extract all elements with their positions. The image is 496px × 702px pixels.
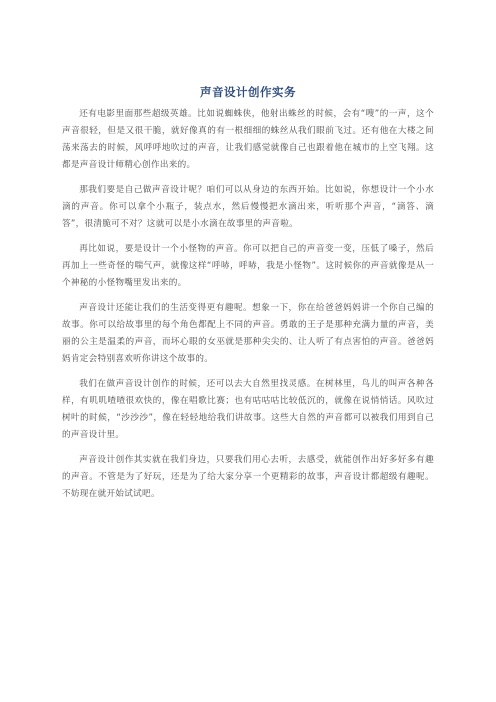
paragraph-3: 再比如说，要是设计一个小怪物的声音。你可以把自己的声音变一变，压低了嗓子，然后再加上一些奇怪的喘气声，就像这样“呼哧，呼哧，我是小怪物”。这时候你的声音就像是从一个神秘的小怪物嘴里发出来的。 xyxy=(62,244,434,288)
paragraph-5: 我们在做声音设计创作的时候，还可以去大自然里找灵感。在树林里，鸟儿的叫声各种各样，有叽叽喳喳很欢快的，像在唱歌比赛；也有咕咕咕比较低沉的，就像在说悄悄话。风吹过树叶的时候，“沙沙沙”，像在轻轻地给我们讲故事。这些大自然的声音都可以被我们用到自己的声音设计里。 xyxy=(62,379,434,440)
paragraph-6: 声音设计创作其实就在我们身边，只要我们用心去听，去感受，就能创作出好多好多有趣的声音。不管是为了好玩，还是为了给大家分享一个更精彩的故事，声音设计都超级有趣呢。不妨现在就开始试试吧。 xyxy=(62,455,434,499)
document-title: 声音设计创作实务 xyxy=(200,85,296,99)
paragraph-4: 声音设计还能让我们的生活变得更有趣呢。想象一下，你在给爸爸妈妈讲一个你自己编的故事。你可以给故事里的每个角色都配上不同的声音。勇敢的王子是那种充满力量的声音，美丽的公主是温柔的声音，而坏心眼的女巫就是那种尖尖的、让人听了有点害怕的声音。爸爸妈妈肯定会特别喜欢听你讲这个故事的。 xyxy=(62,303,434,364)
paragraph-1: 还有电影里面那些超级英雄。比如说蜘蛛侠，他射出蛛丝的时候，会有“嗖”的一声，这个声音很轻，但是又很干脆，就好像真的有一根细细的蛛丝从我们眼前飞过。还有他在大楼之间荡来荡去的时候，风呼呼地吹过的声音，让我们感觉就像自己也跟着他在城市的上空飞翔。这都是声音设计师精心创作出来的。 xyxy=(62,109,434,170)
document-page xyxy=(62,84,434,511)
paragraph-2: 那我们要是自己做声音设计呢？咱们可以从身边的东西开始。比如说，你想设计一个小水滴的声音。你可以拿个小瓶子，装点水，然后慢慢把水滴出来，听听那个声音，“滴答、滴答”，很清脆可不对？这就可以是小水滴在故事里的声音啦。 xyxy=(62,185,434,229)
